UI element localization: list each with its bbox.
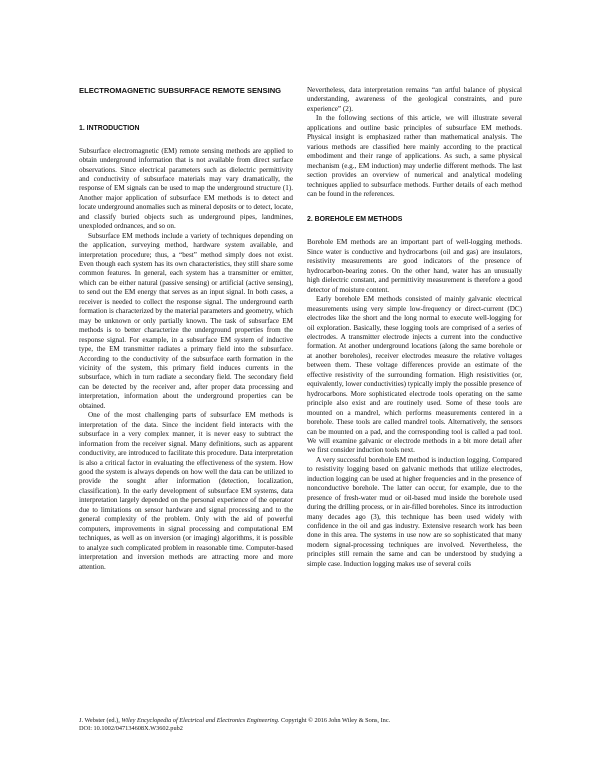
left-column bbox=[79, 86, 293, 572]
paragraph: Subsurface electromagnetic (EM) remote sensing methods are applied to obtain underground information that is not available from direct surface observations. Since electrical parameters such as dielectric permittivity and conductivity of subsurface materials may vary dramatically, the response of EM signals can be used to map the underground structure (1). Another major application of subsurface EM methods is to detect and locate underground anomalies such as mineral deposits or to detect, locate, and classify buried objects such as underground pipes, landmines, unexploded ordnances, and so on. bbox=[79, 146, 293, 231]
paragraph: One of the most challenging parts of subsurface EM methods is interpretation of the data. Since the incident field interacts with the subsurface in a very complex manner, it is never easy to subtract the information from the receiver signal. Many definitions, such as apparent conductivity, are introduced to facilitate this procedure. Data interpretation is also a critical factor in evaluating the effectiveness of the system. How good the system is always depends on how well the data can be utilized to provide the sought after information (detection, localization, classification). In the early development of subsurface EM systems, data interpretation largely depended on the personal experience of the operator due to limitations on sensor hardware and signal processing and to the general complexity of the problem. Only with the aid of powerful computers, improvements in signal processing and computational EM techniques, as well as on inversion (or imaging) algorithms, it is possible to analyze such complicated problem in reasonable time. Computer-based interpretation and inversion methods are attracting more and more attention. bbox=[79, 411, 293, 571]
paragraph: Subsurface EM methods include a variety of techniques depending on the application, surveying method, hardware system available, and interpretation procedure; thus, a “best” method simply does not exist. Even though each system has its own characteristics, they still share some common features. In general, each system has a transmitter or emitter, which can be either natural (passive sensing) or artificial (active sensing), to send out the EM energy that serves as an input signal. In both cases, a receiver is needed to collect the response signal. The underground earth formation is characterized by the material parameters and geometry, which may be unknown or only partially known. The task of subsurface EM methods is to better characterize the underground properties from the response signal. For example, in a subsurface EM system of inductive type, the EM transmitter radiates a primary field into the subsurface. According to the conductivity of the subsurface earth formation in the vicinity of the system, this primary field induces currents in the subsurface, which in turn radiate a secondary field. The secondary field can be detected by the receiver and, after proper data processing and interpretation, information about the underground properties can be obtained. bbox=[79, 231, 293, 410]
section-heading-borehole: 2. BOREHOLE EM METHODS bbox=[307, 216, 403, 224]
paragraph: Nevertheless, data interpretation remains “an artful balance of physical understanding, awareness of the geological constraints, and pure experience” (2). bbox=[307, 86, 522, 113]
citation-copyright: . Copyright © 2016 John Wiley & Sons, Inc. bbox=[277, 717, 391, 724]
citation-editor: J. Webster (ed.), bbox=[79, 717, 122, 724]
right-column bbox=[307, 86, 522, 569]
citation-footer bbox=[79, 717, 539, 733]
doi-line: DOI: 10.1002/047134608X.W3602.pub2 bbox=[79, 725, 183, 732]
paragraph: Early borehole EM methods consisted of mainly galvanic electrical measurements using very simple low-frequency or direct-current (DC) electrodes like the short and the long normal to execute well-logging for oil exploration. Basically, these logging tools are comprised of a series of electrodes. A transmitter electrode injects a current into the conductive formation. At another underground locations (along the same borehole or at another boreholes), receiver electrodes measure the relative voltages between them. These voltage differences provide an estimate of the effective resistivity of the surrounding formation. High resistivities (or, equivalently, lower conductivities) typically imply the possible presence of hydrocarbons. More sophisticated electrode tools operating on the same principle also exist and are routinely used. Some of these tools are mounted on a mandrel, which performs measurements centered in a borehole. These tools are called mandrel tools. Alternatively, the sensors can be mounted on a pad, and the corresponding tool is called a pad tool. We will examine galvanic or electrode methods in a bit more detail after we first consider induction tools next. bbox=[307, 295, 522, 455]
paragraph: In the following sections of this article, we will illustrate several applications and outline basic principles of subsurface EM methods. Physical insight is emphasized rather than mathematical analysis. The various methods are classified here mainly according to the practical embodiment and their range of applications. As such, a same physical mechanism (e.g., EM induction) may underlie different methods. The last section provides an overview of numerical and analytical modeling techniques applied to subsurface methods. Further details of each method can be found in the references. bbox=[307, 114, 522, 198]
citation-line bbox=[79, 717, 539, 725]
article-title: ELECTROMAGNETIC SUBSURFACE REMOTE SENSING bbox=[79, 86, 282, 95]
paragraph: A very successful borehole EM method is induction logging. Compared to resistivity logging based on galvanic methods that utilize electrodes, induction logging can be used at higher frequencies and in the presence of nonconductive borehole. The latter can occur, for example, due to the presence of fresh-water mud or oil-based mud inside the borehole used during the drilling process, or in air-filled boreholes. Since its introduction many decades ago (3), this technique has been used widely with confidence in the oil and gas industry. Extensive research work has been done in this area. The systems in use now are so sophisticated that many modern signal-processing techniques are involved. Nevertheless, the principles still remain the same and can be understood by studying a simple case. Induction logging makes use of several coils bbox=[307, 455, 522, 568]
section-heading-introduction: 1. INTRODUCTION bbox=[79, 124, 140, 132]
citation-book-title: Wiley Encyclopedia of Electrical and Electronics Engineering bbox=[121, 717, 278, 724]
paragraph: Borehole EM methods are an important part of well-logging methods. Since water is conductive and hydrocarbons (oil and gas) are insulators, resistivity measurements are good indicators of the presence of hydrocarbon-bearing zones. On the other hand, water has an unusually high dielectric constant, and permittivity measurement is therefore a good detector of moisture content. bbox=[307, 238, 522, 294]
